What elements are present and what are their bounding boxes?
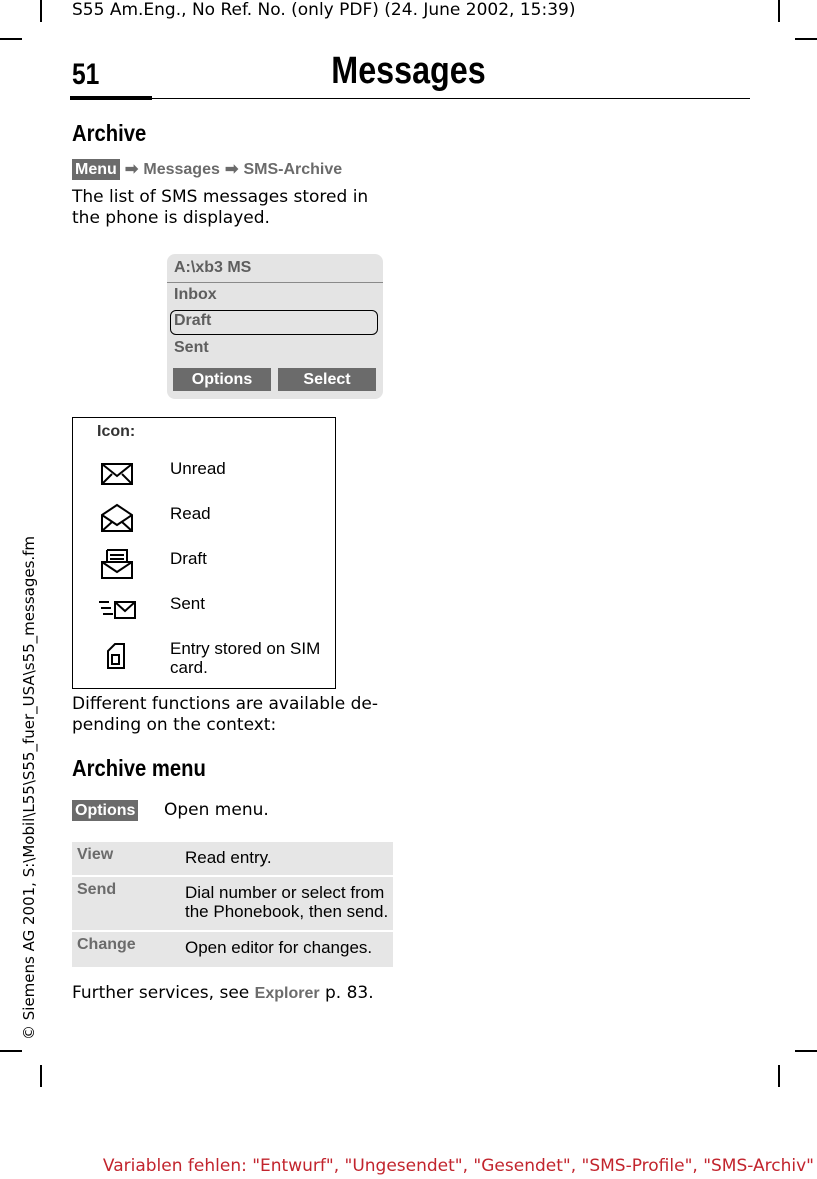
read-envelope-icon: [100, 503, 134, 533]
footer-warning: Variablen fehlen: "Entwurf", "Ungesendet", "Gesendet", "SMS-Profile", "SMS-Archiv": [102, 1156, 814, 1176]
path-arrow: ➡: [224, 161, 239, 178]
explorer-link[interactable]: Explorer: [254, 985, 320, 1002]
archive-description: [72, 187, 392, 229]
table-row: [72, 932, 393, 967]
sidebar-copyright: © Siemens AG 2001, S:\Mobil\L55\S55_fuer_USA\s55_messages.fm: [20, 535, 38, 1040]
screen-title: A:\xb3 MS: [174, 259, 252, 276]
page-title: Messages: [331, 50, 486, 92]
crop-mark: [40, 0, 42, 22]
crop-mark: [778, 1065, 780, 1087]
further-services: [72, 983, 374, 1003]
phone-screen: [167, 254, 383, 399]
crop-mark: [0, 1050, 22, 1052]
table-key: View: [77, 846, 114, 863]
list-item-sent[interactable]: Sent: [174, 339, 209, 356]
softkey-options[interactable]: Options: [173, 368, 271, 391]
draft-icon: [100, 548, 134, 580]
functions-text: [72, 694, 392, 736]
screen-divider: [167, 282, 383, 283]
text-line: the phone is displayed.: [72, 208, 270, 228]
icon-label-sent: Sent: [170, 594, 205, 613]
table-value: [185, 883, 390, 921]
section-heading-archive-menu: Archive menu: [72, 755, 206, 781]
text-line: The list of SMS messages stored in: [72, 187, 369, 207]
crop-mark: [40, 1065, 42, 1087]
unread-envelope-icon: [100, 461, 134, 487]
sim-card-icon: [106, 642, 126, 670]
softkey-select[interactable]: Select: [278, 368, 376, 391]
text-line: pending on the context:: [72, 715, 277, 735]
options-key: [72, 800, 138, 821]
table-key: Change: [77, 936, 136, 953]
text-line: Read entry.: [185, 848, 272, 867]
table-row: [72, 877, 393, 930]
list-item-draft[interactable]: Draft: [174, 312, 212, 329]
icon-legend-header: Icon:: [97, 423, 136, 440]
table-key: Send: [77, 881, 117, 898]
further-prefix: Further services, see: [72, 983, 255, 1003]
menu-path: [72, 159, 342, 180]
print-header: S55 Am.Eng., No Ref. No. (only PDF) (24. June 2002, 15:39): [72, 0, 576, 20]
path-arrow: ➡: [124, 161, 139, 178]
further-suffix: p. 83.: [319, 983, 374, 1003]
sent-icon: [97, 598, 137, 622]
table-value: [185, 848, 390, 867]
section-heading-archive: Archive: [72, 120, 147, 146]
header-rule: [152, 98, 750, 99]
text-line: Different functions are available de-: [72, 694, 379, 714]
icon-label-read: Read: [170, 504, 211, 523]
text-line: Open editor for changes.: [185, 938, 373, 957]
table-value: [185, 938, 390, 957]
options-description: Open menu.: [164, 800, 269, 820]
path-sms-archive: SMS-Archive: [243, 161, 343, 178]
text-line: Entry stored on SIM: [170, 639, 321, 658]
list-item-inbox[interactable]: Inbox: [174, 286, 217, 303]
path-messages: Messages: [143, 161, 220, 178]
crop-mark: [795, 38, 817, 40]
icon-label-draft: Draft: [170, 549, 207, 568]
icon-legend: [72, 417, 336, 689]
text-line: the Phonebook, then send.: [185, 902, 389, 921]
icon-label-unread: Unread: [170, 459, 226, 478]
crop-mark: [0, 38, 22, 40]
page-number: 51: [72, 58, 100, 91]
table-row: [72, 842, 393, 875]
text-line: card.: [170, 658, 208, 677]
options-key-label: Options: [72, 800, 138, 821]
menu-key: Menu: [72, 159, 120, 180]
crop-mark: [795, 1050, 817, 1052]
icon-label-sim: [170, 639, 320, 677]
header-rule-accent: [70, 96, 152, 100]
text-line: Dial number or select from: [185, 883, 385, 902]
crop-mark: [778, 0, 780, 22]
